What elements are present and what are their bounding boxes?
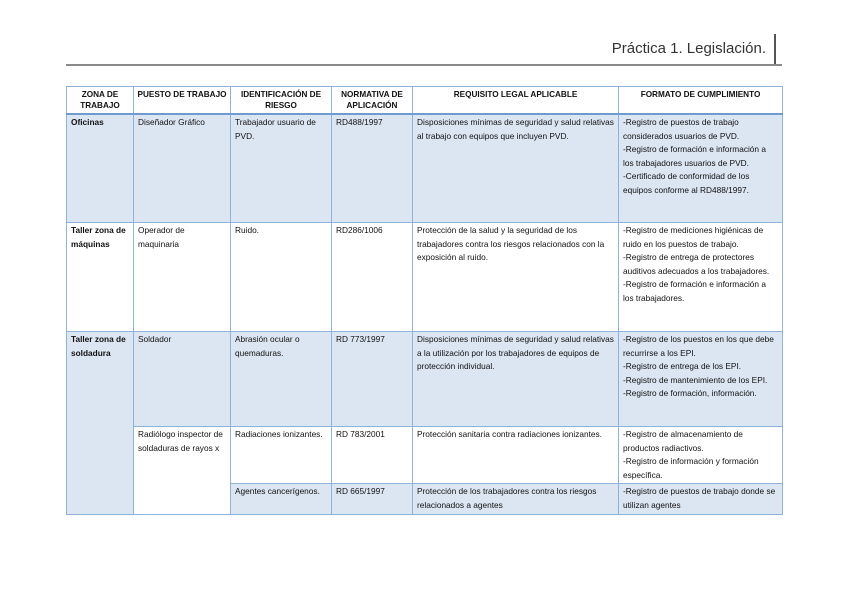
table-row xyxy=(67,427,783,484)
header-normativa: NORMATIVA DE APLICACIÓN xyxy=(332,87,413,115)
cell-requisito: Protección de la salud y la seguridad de los trabajadores contra los riesgos relacionados con la exposición al ruido. xyxy=(413,223,619,332)
cell-puesto: Operador de maquinaria xyxy=(134,223,231,332)
cell-formato xyxy=(619,223,783,332)
cell-formato xyxy=(619,114,783,223)
cell-normativa: RD286/1006 xyxy=(332,223,413,332)
header-puesto: PUESTO DE TRABAJO xyxy=(134,87,231,115)
cell-formato xyxy=(619,427,783,484)
formato-text: -Registro de puestos de trabajo considerados usuarios de PVD. -Registro de formación e información a los trabajadores usuarios de PVD. -Certificado de conformidad de los equipos conforme al RD488/1997. xyxy=(623,117,766,195)
cell-riesgo: Radiaciones ionizantes. xyxy=(231,427,332,484)
cell-riesgo: Trabajador usuario de PVD. xyxy=(231,114,332,223)
header-zona: ZONA DE TRABAJO xyxy=(67,87,134,115)
table-row xyxy=(67,223,783,332)
cell-zona: Taller zona de máquinas xyxy=(67,223,134,332)
formato-text: -Registro de almacenamiento de productos radiactivos. -Registro de información y formación específica. xyxy=(623,429,759,480)
cell-requisito: Protección sanitaria contra radiaciones ionizantes. xyxy=(413,427,619,484)
cell-normativa: RD 783/2001 xyxy=(332,427,413,484)
cell-zona: Oficinas xyxy=(67,114,134,223)
cell-zona: Taller zona de soldadura xyxy=(67,332,134,515)
cell-puesto: Soldador xyxy=(134,332,231,427)
header-rule xyxy=(66,64,782,66)
cell-puesto: Diseñador Gráfico xyxy=(134,114,231,223)
cell-normativa: RD 665/1997 xyxy=(332,484,413,514)
header-requisito: REQUISITO LEGAL APLICABLE xyxy=(413,87,619,115)
table-row xyxy=(67,332,783,427)
table-header-row xyxy=(67,87,783,115)
cell-riesgo: Abrasión ocular o quemaduras. xyxy=(231,332,332,427)
cell-riesgo: Agentes cancerígenos. xyxy=(231,484,332,514)
header-riesgo: IDENTIFICACIÓN DE RIESGO xyxy=(231,87,332,115)
cell-riesgo: Ruido. xyxy=(231,223,332,332)
cell-requisito: Protección de los trabajadores contra los riesgos relacionados a agentes xyxy=(413,484,619,514)
formato-text: -Registro de mediciones higiénicas de ruido en los puestos de trabajo. -Registro de entrega de protectores auditivos adecuados a los trabajadores. -Registro de formación e información a los trabajadores. xyxy=(623,225,770,303)
cell-requisito: Disposiciones mínimas de seguridad y salud relativas a la utilización por los trabajadores de equipos de protección individual. xyxy=(413,332,619,427)
legislation-table xyxy=(66,86,783,515)
table-row xyxy=(67,114,783,223)
formato-text: -Registro de los puestos en los que debe recurrirse a los EPI. -Registro de entrega de los EPI. -Registro de mantenimiento de los EPI. -Registro de formación, información. xyxy=(623,334,774,399)
cell-normativa: RD488/1997 xyxy=(332,114,413,223)
cell-puesto: Radiólogo inspector de soldaduras de rayos x xyxy=(134,427,231,515)
cell-formato xyxy=(619,484,783,514)
cell-formato xyxy=(619,332,783,427)
formato-text: -Registro de puestos de trabajo donde se utilizan agentes xyxy=(623,486,776,510)
cell-requisito: Disposiciones mínimas de seguridad y salud relativas al trabajo con equipos que incluyen PVD. xyxy=(413,114,619,223)
page-header-title: Práctica 1. Legislación. xyxy=(612,34,776,64)
cell-normativa: RD 773/1997 xyxy=(332,332,413,427)
header-formato: FORMATO DE CUMPLIMIENTO xyxy=(619,87,783,115)
